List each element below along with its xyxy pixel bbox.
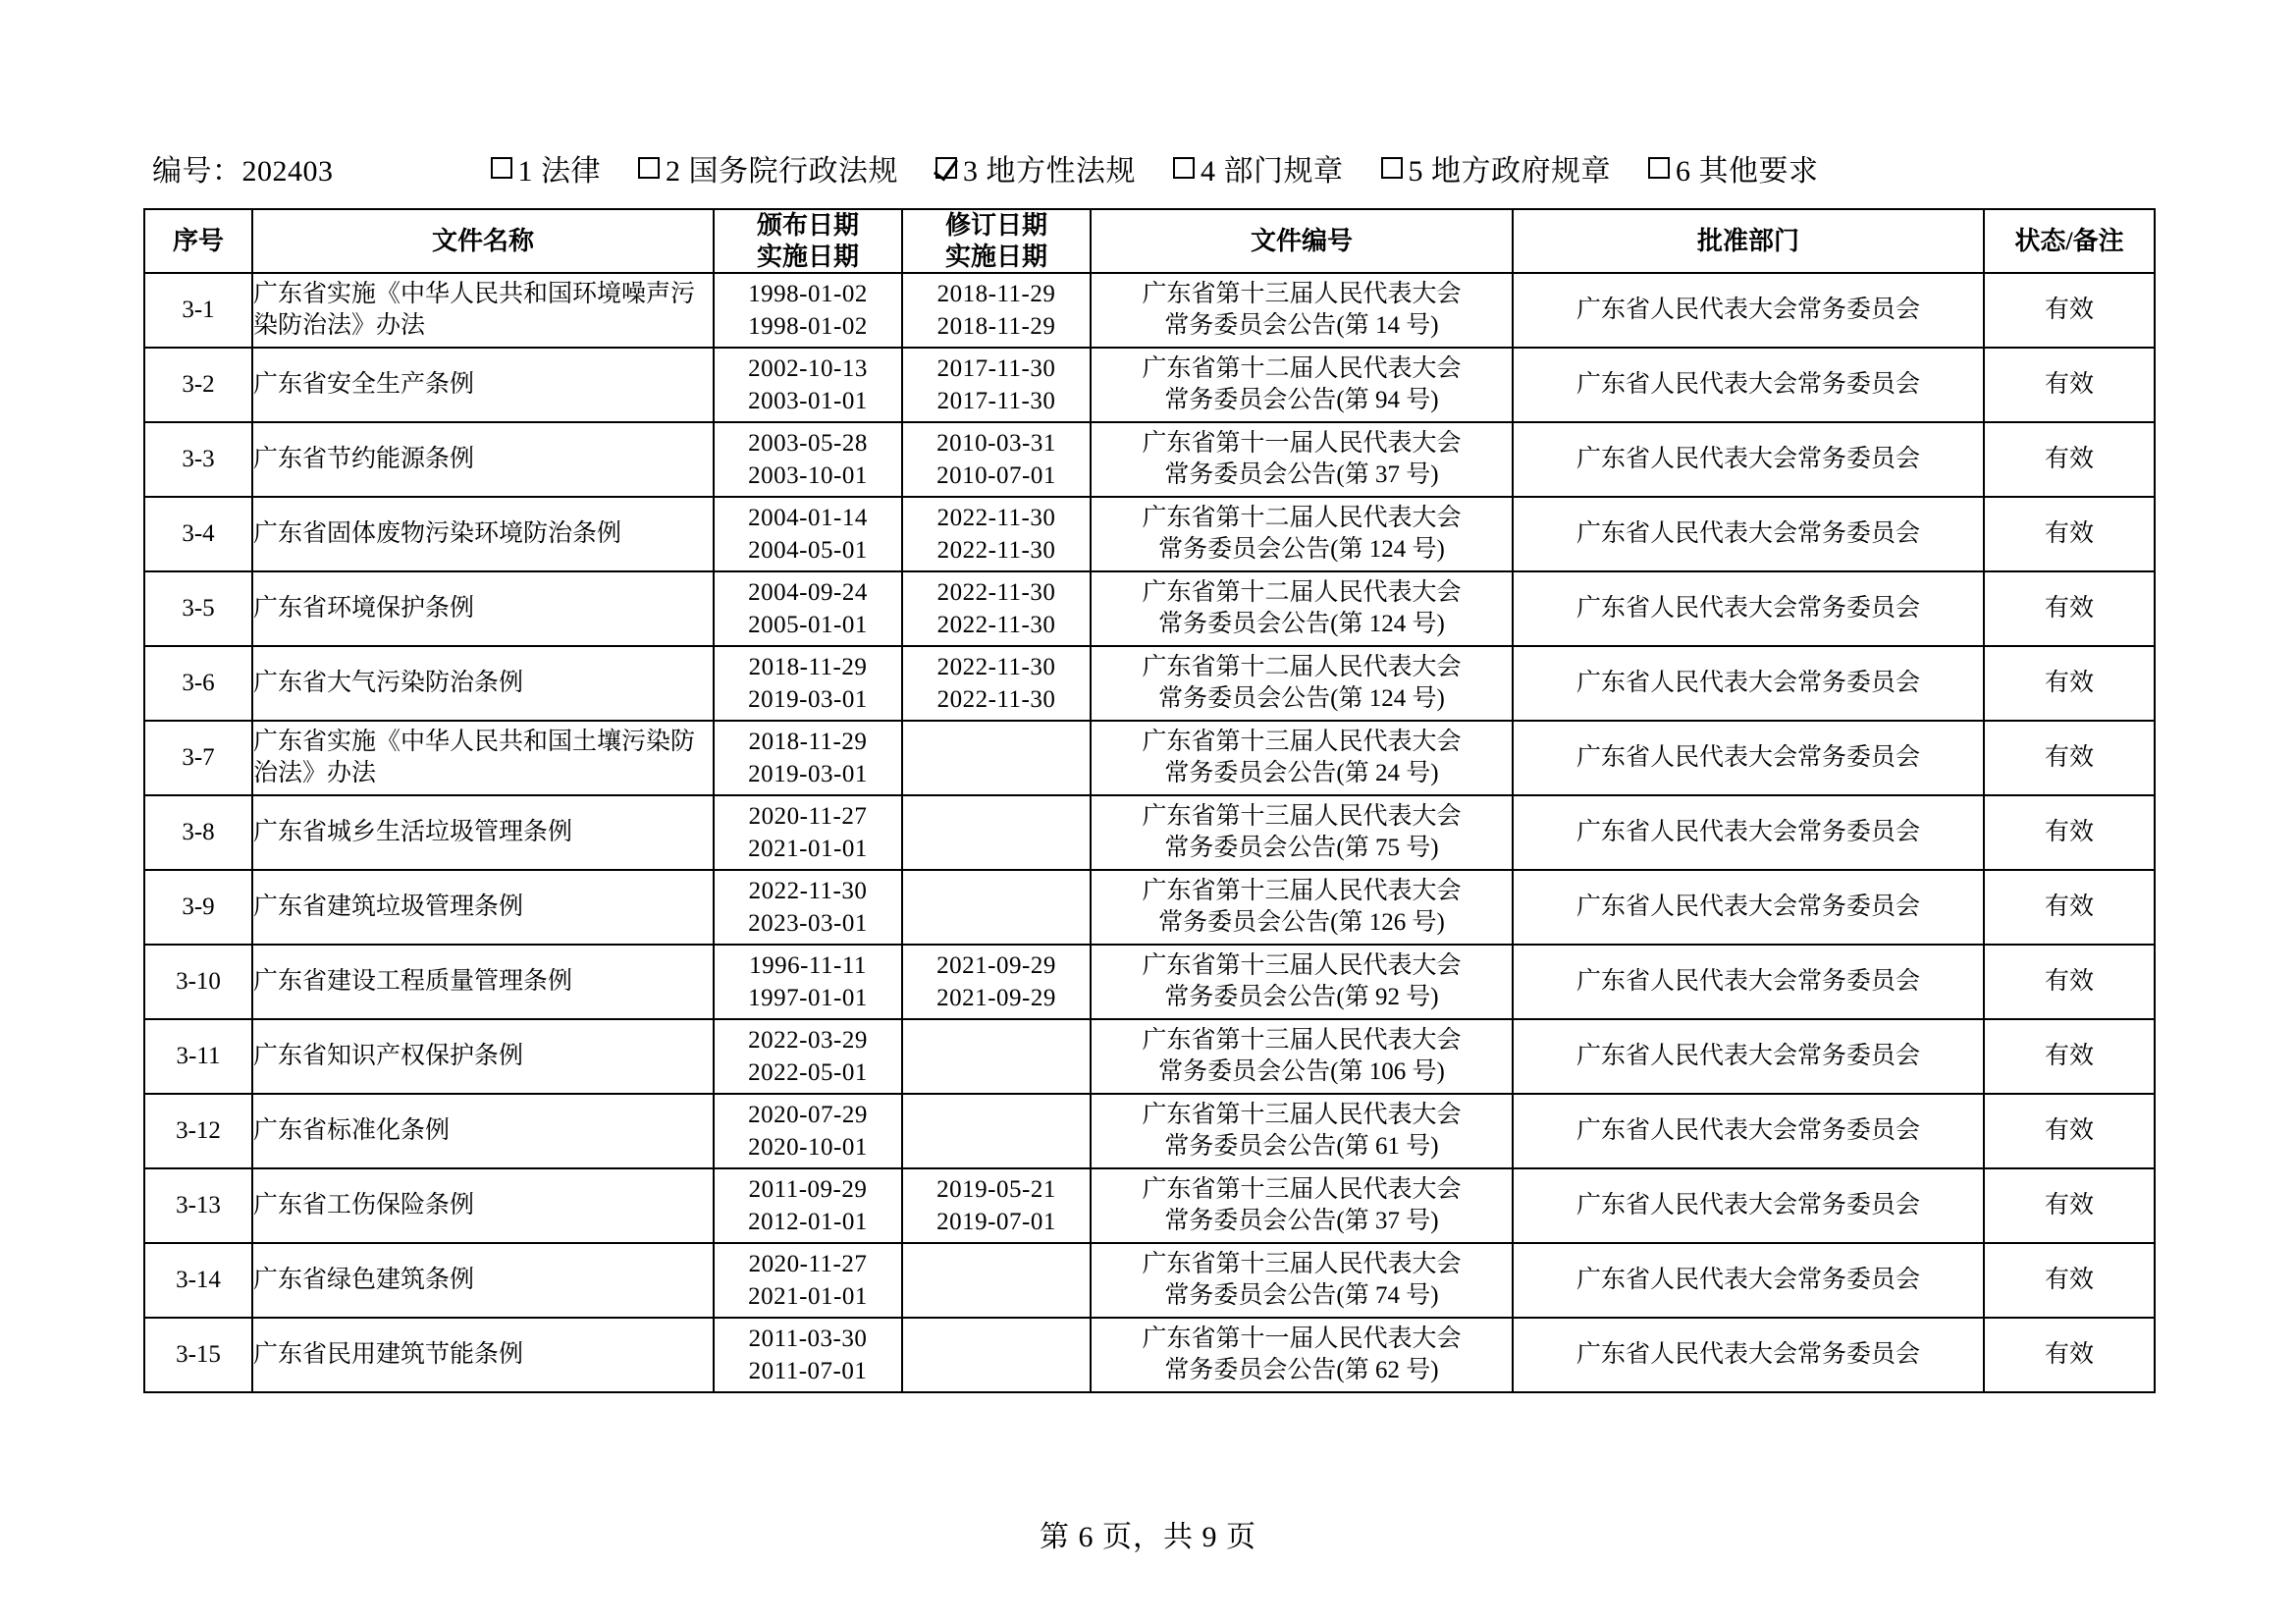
category-option-1[interactable] xyxy=(491,146,602,189)
effective-date-value: 2005-01-01 xyxy=(748,612,868,639)
document-name-value: 广东省知识产权保护条例 xyxy=(253,1043,524,1070)
status-value: 有效 xyxy=(2044,595,2094,623)
approval-department-value: 广东省人民代表大会常务委员会 xyxy=(1575,297,1920,324)
cell-status xyxy=(1984,870,2155,945)
table-header-row xyxy=(144,209,2155,273)
status-value: 有效 xyxy=(2044,297,2094,324)
status-value: 有效 xyxy=(2044,744,2094,772)
document-code-line2: 常务委员会公告(第 124 号) xyxy=(1158,611,1445,638)
document-name-value: 广东省建筑垃圾管理条例 xyxy=(253,893,524,921)
effective-date-value: 2012-01-01 xyxy=(748,1209,868,1236)
effective-date-value: 2011-07-01 xyxy=(748,1358,868,1385)
table-row xyxy=(144,1243,2155,1318)
cell-revision-dates xyxy=(902,945,1091,1019)
approval-department-value: 广东省人民代表大会常务委员会 xyxy=(1575,670,1920,697)
sequence-value: 3-13 xyxy=(176,1192,221,1219)
cell-document-code xyxy=(1091,646,1513,721)
cell-approval-department xyxy=(1513,1019,1984,1094)
cell-revision-dates xyxy=(902,571,1091,646)
cell-sequence xyxy=(144,1019,252,1094)
cell-document-code xyxy=(1091,870,1513,945)
effective-date-value: 2020-10-01 xyxy=(748,1134,868,1162)
publish-date-value: 2018-11-29 xyxy=(748,729,868,756)
cell-status xyxy=(1984,1094,2155,1168)
cell-publish-dates xyxy=(714,273,902,348)
document-name-value: 广东省大气污染防治条例 xyxy=(253,670,524,697)
publish-date-value: 2018-11-29 xyxy=(748,654,868,681)
cell-status xyxy=(1984,1019,2155,1094)
column-header-seq: 序号 xyxy=(144,209,252,273)
effective-date-value: 2019-03-01 xyxy=(748,686,868,714)
table-row xyxy=(144,646,2155,721)
table-row xyxy=(144,945,2155,1019)
cell-revision-dates xyxy=(902,1318,1091,1392)
cell-approval-department xyxy=(1513,795,1984,870)
sequence-value: 3-4 xyxy=(182,520,215,548)
cell-revision-dates xyxy=(902,348,1091,422)
effective-date-value: 2004-05-01 xyxy=(748,537,868,565)
category-option-2[interactable] xyxy=(638,146,898,189)
cell-document-code xyxy=(1091,571,1513,646)
revision-date-value: 2018-11-29 xyxy=(936,281,1056,308)
effective-date-value: 2003-01-01 xyxy=(748,388,868,415)
effective-date-value: 2019-03-01 xyxy=(748,761,868,788)
cell-publish-dates xyxy=(714,1318,902,1392)
status-value: 有效 xyxy=(2044,1341,2094,1369)
publish-date-value: 2020-07-29 xyxy=(748,1102,868,1129)
checkbox-icon[interactable] xyxy=(1381,157,1403,179)
category-option-label: 4 部门规章 xyxy=(1201,155,1344,188)
cell-approval-department xyxy=(1513,348,1984,422)
table-row xyxy=(144,348,2155,422)
document-name-value: 广东省标准化条例 xyxy=(253,1117,451,1145)
document-code-line2: 常务委员会公告(第 61 号) xyxy=(1164,1133,1439,1161)
cell-revision-dates xyxy=(902,1243,1091,1318)
sequence-value: 3-15 xyxy=(176,1341,221,1369)
table-row xyxy=(144,497,2155,571)
status-value: 有效 xyxy=(2044,1043,2094,1070)
column-header-publish-date-line2: 实施日期 xyxy=(756,242,859,271)
cell-status xyxy=(1984,945,2155,1019)
cell-document-code xyxy=(1091,721,1513,795)
approval-department-value: 广东省人民代表大会常务委员会 xyxy=(1575,371,1920,399)
effective-date-value: 2003-10-01 xyxy=(748,462,868,490)
document-code-line2: 常务委员会公告(第 62 号) xyxy=(1164,1357,1439,1384)
revision-date-value: 2022-11-30 xyxy=(936,654,1056,681)
cell-document-code xyxy=(1091,945,1513,1019)
table-row xyxy=(144,1168,2155,1243)
publish-date-value: 2003-05-28 xyxy=(748,430,868,458)
regulations-table xyxy=(143,208,2156,1393)
revision-date-value: 2017-11-30 xyxy=(936,355,1056,383)
revision-effective-date-value: 2022-11-30 xyxy=(936,612,1056,639)
cell-document-name xyxy=(252,571,714,646)
document-code-line2: 常务委员会公告(第 106 号) xyxy=(1158,1058,1445,1086)
document-code-line1: 广东省第十一届人民代表大会 xyxy=(1142,1325,1462,1352)
cell-status xyxy=(1984,795,2155,870)
sequence-value: 3-8 xyxy=(182,819,215,846)
cell-sequence xyxy=(144,422,252,497)
sequence-value: 3-12 xyxy=(176,1117,221,1145)
publish-date-value: 2004-01-14 xyxy=(748,505,868,532)
table-row xyxy=(144,1019,2155,1094)
table-row xyxy=(144,422,2155,497)
cell-publish-dates xyxy=(714,571,902,646)
cell-document-name xyxy=(252,795,714,870)
approval-department-value: 广东省人民代表大会常务委员会 xyxy=(1575,446,1920,473)
cell-revision-dates xyxy=(902,1094,1091,1168)
column-header-revision-date xyxy=(902,209,1091,273)
cell-sequence xyxy=(144,721,252,795)
cell-approval-department xyxy=(1513,1168,1984,1243)
cell-revision-dates xyxy=(902,646,1091,721)
cell-sequence xyxy=(144,1168,252,1243)
document-code-line1: 广东省第十一届人民代表大会 xyxy=(1142,429,1462,457)
cell-status xyxy=(1984,273,2155,348)
cell-revision-dates xyxy=(902,721,1091,795)
approval-department-value: 广东省人民代表大会常务委员会 xyxy=(1575,1043,1920,1070)
document-code-line2: 常务委员会公告(第 124 号) xyxy=(1158,685,1445,713)
cell-document-name xyxy=(252,945,714,1019)
checkbox-icon[interactable] xyxy=(1648,157,1670,179)
publish-date-value: 1996-11-11 xyxy=(749,952,867,980)
cell-status xyxy=(1984,571,2155,646)
status-value: 有效 xyxy=(2044,520,2094,548)
category-option-label: 2 国务院行政法规 xyxy=(666,155,898,188)
approval-department-value: 广东省人民代表大会常务委员会 xyxy=(1575,893,1920,921)
document-code-line1: 广东省第十二届人民代表大会 xyxy=(1142,653,1462,680)
cell-approval-department xyxy=(1513,721,1984,795)
category-option-label: 3 地方性法规 xyxy=(963,155,1136,188)
cell-document-name xyxy=(252,1094,714,1168)
column-header-publish-date xyxy=(714,209,902,273)
document-code-line2: 常务委员会公告(第 94 号) xyxy=(1164,387,1439,414)
cell-sequence xyxy=(144,348,252,422)
approval-department-value: 广东省人民代表大会常务委员会 xyxy=(1575,819,1920,846)
document-code-line2: 常务委员会公告(第 126 号) xyxy=(1158,909,1445,937)
cell-publish-dates xyxy=(714,1094,902,1168)
cell-approval-department xyxy=(1513,422,1984,497)
approval-department-value: 广东省人民代表大会常务委员会 xyxy=(1575,744,1920,772)
document-name-value: 广东省实施《中华人民共和国土壤污染防治法》办法 xyxy=(253,729,696,787)
publish-date-value: 2004-09-24 xyxy=(748,579,868,607)
cell-status xyxy=(1984,497,2155,571)
document-code-line2: 常务委员会公告(第 37 号) xyxy=(1164,461,1439,489)
cell-approval-department xyxy=(1513,273,1984,348)
category-checkbox-group xyxy=(491,146,1819,189)
cell-revision-dates xyxy=(902,870,1091,945)
effective-date-value: 2022-05-01 xyxy=(748,1059,868,1087)
revision-date-value: 2010-03-31 xyxy=(936,430,1056,458)
cell-document-name xyxy=(252,497,714,571)
sequence-value: 3-7 xyxy=(182,744,215,772)
cell-status xyxy=(1984,1168,2155,1243)
document-name-value: 广东省固体废物污染环境防治条例 xyxy=(253,520,622,548)
status-value: 有效 xyxy=(2044,1117,2094,1145)
checkbox-icon[interactable] xyxy=(638,157,660,179)
cell-revision-dates xyxy=(902,273,1091,348)
revision-effective-date-value: 2022-11-30 xyxy=(936,537,1056,565)
publish-date-value: 2011-03-30 xyxy=(748,1326,868,1353)
cell-publish-dates xyxy=(714,646,902,721)
effective-date-value: 1998-01-02 xyxy=(748,313,868,341)
cell-document-code xyxy=(1091,273,1513,348)
effective-date-value: 1997-01-01 xyxy=(748,985,868,1012)
cell-sequence xyxy=(144,273,252,348)
table-row xyxy=(144,870,2155,945)
column-header-revision-date-line2: 实施日期 xyxy=(944,242,1047,271)
effective-date-value: 2023-03-01 xyxy=(748,910,868,938)
sequence-value: 3-5 xyxy=(182,595,215,623)
checkbox-icon[interactable] xyxy=(1173,157,1195,179)
document-name-value: 广东省节约能源条例 xyxy=(253,446,475,473)
cell-document-code xyxy=(1091,1168,1513,1243)
cell-document-name xyxy=(252,1318,714,1392)
cell-revision-dates xyxy=(902,1019,1091,1094)
sequence-value: 3-3 xyxy=(182,446,215,473)
publish-date-value: 2022-11-30 xyxy=(748,878,868,905)
cell-document-name xyxy=(252,348,714,422)
category-option-label: 6 其他要求 xyxy=(1676,155,1819,188)
cell-publish-dates xyxy=(714,721,902,795)
cell-document-name xyxy=(252,721,714,795)
document-name-value: 广东省实施《中华人民共和国环境噪声污染防治法》办法 xyxy=(253,281,696,340)
document-code-line1: 广东省第十三届人民代表大会 xyxy=(1142,951,1462,979)
cell-document-name xyxy=(252,422,714,497)
document-code-line2: 常务委员会公告(第 24 号) xyxy=(1164,760,1439,787)
approval-department-value: 广东省人民代表大会常务委员会 xyxy=(1575,595,1920,623)
cell-document-name xyxy=(252,1243,714,1318)
status-value: 有效 xyxy=(2044,371,2094,399)
column-header-approval-department: 批准部门 xyxy=(1513,209,1984,273)
document-code-line1: 广东省第十三届人民代表大会 xyxy=(1142,728,1462,755)
cell-status xyxy=(1984,422,2155,497)
column-header-publish-date-line1: 颁布日期 xyxy=(756,211,859,240)
cell-publish-dates xyxy=(714,1019,902,1094)
document-code-line1: 广东省第十二届人民代表大会 xyxy=(1142,354,1462,382)
table-row xyxy=(144,721,2155,795)
category-option-label: 5 地方政府规章 xyxy=(1408,155,1611,188)
cell-document-name xyxy=(252,1019,714,1094)
document-code-line1: 广东省第十三届人民代表大会 xyxy=(1142,1250,1462,1277)
document-name-value: 广东省环境保护条例 xyxy=(253,595,475,623)
table-row xyxy=(144,1094,2155,1168)
approval-department-value: 广东省人民代表大会常务委员会 xyxy=(1575,1117,1920,1145)
effective-date-value: 2021-01-01 xyxy=(748,1283,868,1311)
cell-approval-department xyxy=(1513,1318,1984,1392)
publish-date-value: 2011-09-29 xyxy=(748,1176,868,1204)
cell-document-name xyxy=(252,273,714,348)
cell-sequence xyxy=(144,1094,252,1168)
status-value: 有效 xyxy=(2044,968,2094,996)
document-name-value: 广东省城乡生活垃圾管理条例 xyxy=(253,819,573,846)
approval-department-value: 广东省人民代表大会常务委员会 xyxy=(1575,968,1920,996)
cell-sequence xyxy=(144,571,252,646)
document-code-line2: 常务委员会公告(第 37 号) xyxy=(1164,1208,1439,1235)
cell-status xyxy=(1984,348,2155,422)
cell-document-code xyxy=(1091,348,1513,422)
document-code-line2: 常务委员会公告(第 14 号) xyxy=(1164,312,1439,340)
cell-revision-dates xyxy=(902,795,1091,870)
cell-sequence xyxy=(144,497,252,571)
revision-date-value: 2021-09-29 xyxy=(936,952,1056,980)
cell-sequence xyxy=(144,1318,252,1392)
document-number: 编号：202403 xyxy=(152,155,334,188)
approval-department-value: 广东省人民代表大会常务委员会 xyxy=(1575,520,1920,548)
cell-revision-dates xyxy=(902,422,1091,497)
cell-publish-dates xyxy=(714,870,902,945)
document-code-line2: 常务委员会公告(第 74 号) xyxy=(1164,1282,1439,1310)
document-code-line1: 广东省第十三届人民代表大会 xyxy=(1142,1175,1462,1203)
document-code-line1: 广东省第十三届人民代表大会 xyxy=(1142,877,1462,904)
checkbox-icon[interactable] xyxy=(491,157,512,179)
cell-document-name xyxy=(252,646,714,721)
cell-status xyxy=(1984,1243,2155,1318)
document-name-value: 广东省工伤保险条例 xyxy=(253,1192,475,1219)
cell-status xyxy=(1984,1318,2155,1392)
sequence-value: 3-10 xyxy=(176,968,221,996)
publish-date-value: 1998-01-02 xyxy=(748,281,868,308)
document-code-line1: 广东省第十二届人民代表大会 xyxy=(1142,504,1462,531)
document-name-value: 广东省安全生产条例 xyxy=(253,371,475,399)
approval-department-value: 广东省人民代表大会常务委员会 xyxy=(1575,1267,1920,1294)
category-option-label: 1 法律 xyxy=(517,155,601,188)
cell-sequence xyxy=(144,945,252,1019)
cell-revision-dates xyxy=(902,497,1091,571)
document-code-line2: 常务委员会公告(第 75 号) xyxy=(1164,835,1439,862)
column-header-status: 状态/备注 xyxy=(1984,209,2155,273)
document-name-value: 广东省建设工程质量管理条例 xyxy=(253,968,573,996)
table-body xyxy=(144,273,2155,1392)
revision-effective-date-value: 2021-09-29 xyxy=(936,985,1056,1012)
cell-publish-dates xyxy=(714,945,902,1019)
category-option-4[interactable] xyxy=(1173,146,1344,189)
cell-publish-dates xyxy=(714,795,902,870)
cell-document-code xyxy=(1091,1094,1513,1168)
status-value: 有效 xyxy=(2044,819,2094,846)
cell-approval-department xyxy=(1513,1094,1984,1168)
table-row xyxy=(144,571,2155,646)
cell-sequence xyxy=(144,795,252,870)
status-value: 有效 xyxy=(2044,670,2094,697)
column-header-revision-date-line1: 修订日期 xyxy=(944,211,1047,240)
document-code-line1: 广东省第十三届人民代表大会 xyxy=(1142,1101,1462,1128)
table-row xyxy=(144,273,2155,348)
table-row xyxy=(144,795,2155,870)
cell-approval-department xyxy=(1513,497,1984,571)
revision-effective-date-value: 2019-07-01 xyxy=(936,1209,1056,1236)
cell-document-code xyxy=(1091,1318,1513,1392)
sequence-value: 3-9 xyxy=(182,893,215,921)
effective-date-value: 2021-01-01 xyxy=(748,836,868,863)
sequence-value: 3-6 xyxy=(182,670,215,697)
cell-publish-dates xyxy=(714,348,902,422)
document-code-line2: 常务委员会公告(第 124 号) xyxy=(1158,536,1445,564)
publish-date-value: 2002-10-13 xyxy=(748,355,868,383)
cell-sequence xyxy=(144,1243,252,1318)
publish-date-value: 2020-11-27 xyxy=(748,803,868,831)
document-name-value: 广东省绿色建筑条例 xyxy=(253,1267,475,1294)
document-code-line1: 广东省第十二届人民代表大会 xyxy=(1142,578,1462,606)
cell-sequence xyxy=(144,646,252,721)
document-code-line1: 广东省第十三届人民代表大会 xyxy=(1142,280,1462,307)
approval-department-value: 广东省人民代表大会常务委员会 xyxy=(1575,1341,1920,1369)
status-value: 有效 xyxy=(2044,893,2094,921)
cell-publish-dates xyxy=(714,422,902,497)
document-code-line1: 广东省第十三届人民代表大会 xyxy=(1142,1026,1462,1054)
publish-date-value: 2022-03-29 xyxy=(748,1027,868,1055)
status-value: 有效 xyxy=(2044,1267,2094,1294)
sequence-value: 3-2 xyxy=(182,371,215,399)
cell-publish-dates xyxy=(714,497,902,571)
cell-approval-department xyxy=(1513,945,1984,1019)
cell-status xyxy=(1984,646,2155,721)
cell-approval-department xyxy=(1513,870,1984,945)
category-option-6[interactable] xyxy=(1648,146,1819,189)
cell-approval-department xyxy=(1513,1243,1984,1318)
column-header-name: 文件名称 xyxy=(252,209,714,273)
document-header xyxy=(152,147,2155,189)
document-code-line2: 常务委员会公告(第 92 号) xyxy=(1164,984,1439,1011)
cell-document-name xyxy=(252,870,714,945)
revision-effective-date-value: 2010-07-01 xyxy=(936,462,1056,490)
cell-document-name xyxy=(252,1168,714,1243)
sequence-value: 3-14 xyxy=(176,1267,221,1294)
cell-revision-dates xyxy=(902,1168,1091,1243)
cell-approval-department xyxy=(1513,571,1984,646)
document-code-line1: 广东省第十三届人民代表大会 xyxy=(1142,802,1462,830)
cell-status xyxy=(1984,721,2155,795)
revision-effective-date-value: 2022-11-30 xyxy=(936,686,1056,714)
cell-document-code xyxy=(1091,795,1513,870)
status-value: 有效 xyxy=(2044,446,2094,473)
sequence-value: 3-11 xyxy=(176,1043,221,1070)
revision-date-value: 2022-11-30 xyxy=(936,579,1056,607)
revision-date-value: 2022-11-30 xyxy=(936,505,1056,532)
cell-document-code xyxy=(1091,422,1513,497)
revision-effective-date-value: 2017-11-30 xyxy=(936,388,1056,415)
revision-effective-date-value: 2018-11-29 xyxy=(936,313,1056,341)
category-option-5[interactable] xyxy=(1381,146,1612,189)
sequence-value: 3-1 xyxy=(182,297,215,324)
approval-department-value: 广东省人民代表大会常务委员会 xyxy=(1575,1192,1920,1219)
cell-sequence xyxy=(144,870,252,945)
cell-publish-dates xyxy=(714,1243,902,1318)
revision-date-value: 2019-05-21 xyxy=(936,1176,1056,1204)
table-row xyxy=(144,1318,2155,1392)
cell-document-code xyxy=(1091,1019,1513,1094)
page-footer: 第 6 页，共 9 页 xyxy=(1040,1521,1256,1553)
status-value: 有效 xyxy=(2044,1192,2094,1219)
category-option-3[interactable] xyxy=(935,146,1136,189)
publish-date-value: 2020-11-27 xyxy=(748,1251,868,1278)
cell-publish-dates xyxy=(714,1168,902,1243)
cell-document-code xyxy=(1091,1243,1513,1318)
cell-approval-department xyxy=(1513,646,1984,721)
column-header-document-code: 文件编号 xyxy=(1091,209,1513,273)
checkbox-checked-icon[interactable] xyxy=(935,157,957,179)
cell-document-code xyxy=(1091,497,1513,571)
document-name-value: 广东省民用建筑节能条例 xyxy=(253,1341,524,1369)
